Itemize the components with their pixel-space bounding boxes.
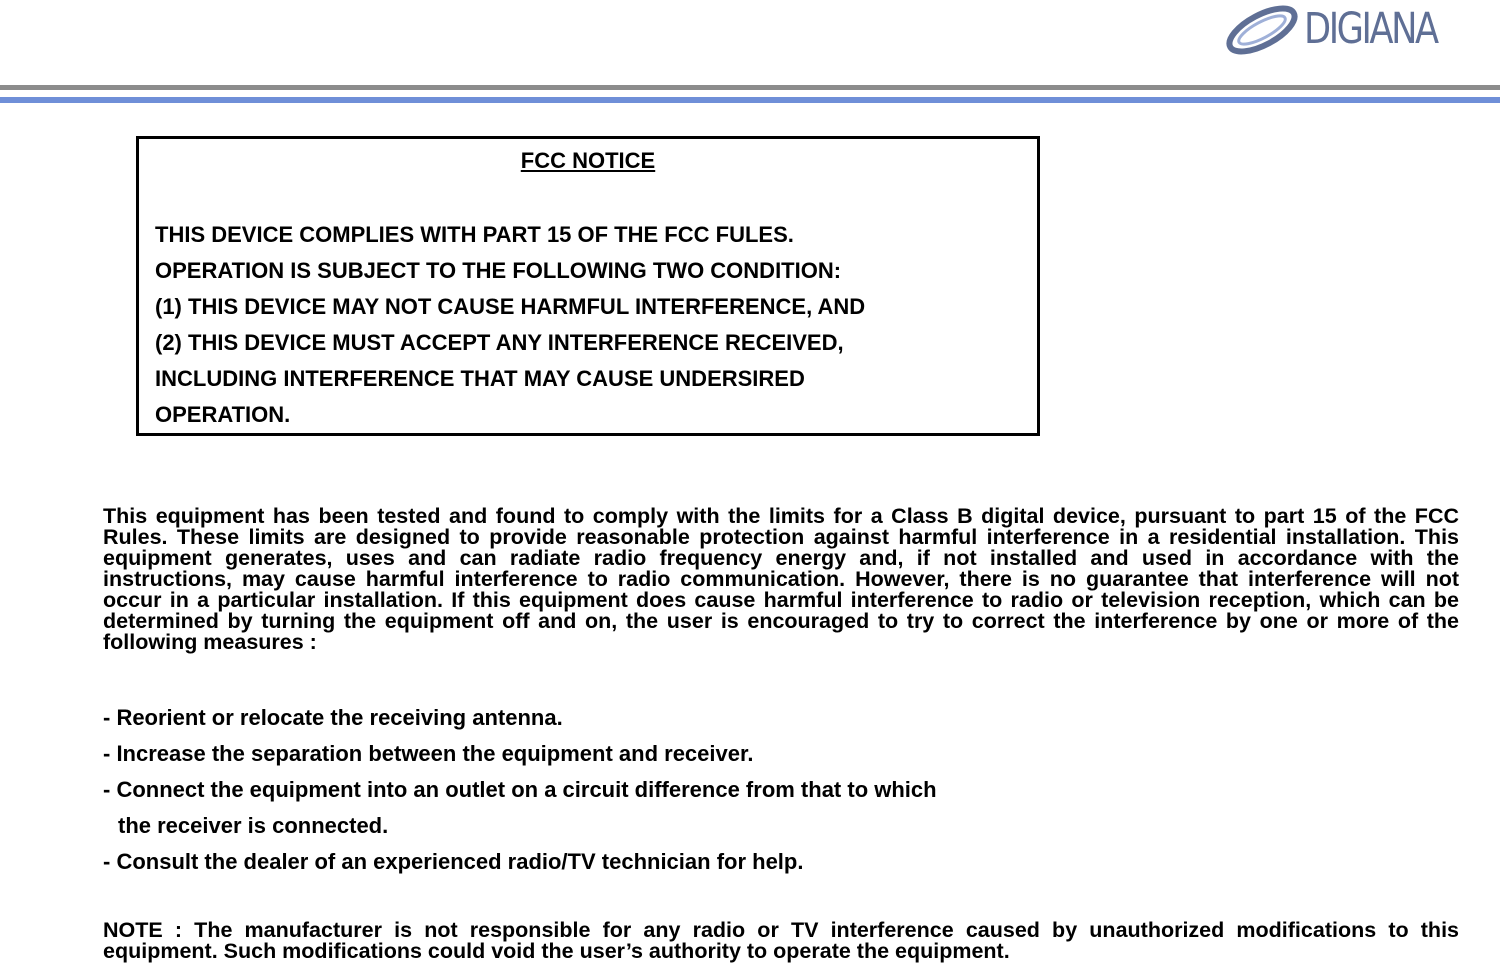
notice-line: OPERATION IS SUBJECT TO THE FOLLOWING TWO CONDITION: — [155, 258, 842, 283]
notice-title: FCC NOTICE — [520, 148, 656, 173]
notice-line: OPERATION. — [155, 402, 291, 427]
header-rule-blue — [0, 97, 1500, 103]
notice-line: (2) THIS DEVICE MUST ACCEPT ANY INTERFERENCE RECEIVED, — [155, 330, 844, 355]
notice-line: (1) THIS DEVICE MAY NOT CAUSE HARMFUL INTERFERENCE, AND — [155, 294, 866, 319]
logo-wordmark: DIGIANA — [1304, 4, 1437, 54]
list-item-continuation: the receiver is connected. — [118, 813, 389, 838]
compliance-paragraph: This equipment has been tested and found to comply with the limits for a Class B digital device, pursuant to part 15 of the FCC Rules. These limits are designed to provide reasonable protection against harmful interference in a residential installation. This equipment generates, uses and can radiate radio frequency energy and, if not installed and used in accordance with the instructions, may cause harmful interference to radio communication. However, there is no guarantee that interference will not occur in a particular installation. If this equipment does cause harmful interference to radio or television reception, which can be determined by turning the equipment off and on, the user is encouraged to try to correct the interference by one or more of the following measures : — [103, 504, 1459, 654]
list-item: - Connect the equipment into an outlet on a circuit difference from that to which — [103, 777, 937, 802]
notice-text — [155, 217, 865, 433]
fcc-notice-box — [136, 136, 1040, 436]
notice-line: INCLUDING INTERFERENCE THAT MAY CAUSE UNDERSIRED — [155, 366, 805, 391]
list-item: - Reorient or relocate the receiving antenna. — [103, 705, 563, 730]
list-item: - Consult the dealer of an experienced radio/TV technician for help. — [103, 849, 804, 874]
note-paragraph: NOTE : The manufacturer is not responsible for any radio or TV interference caused by unauthorized modifications to this equipment. Such modifications could void the user’s authority to operate the equipment. — [103, 918, 1459, 963]
list-item: - Increase the separation between the equipment and receiver. — [103, 741, 754, 766]
digiana-logo — [1222, 2, 1442, 58]
logo-swoosh-icon — [1222, 2, 1302, 58]
notice-line: THIS DEVICE COMPLIES WITH PART 15 OF THE FCC FULES. — [155, 222, 794, 247]
header-rule-gray — [0, 85, 1500, 90]
measures-list — [103, 700, 937, 880]
